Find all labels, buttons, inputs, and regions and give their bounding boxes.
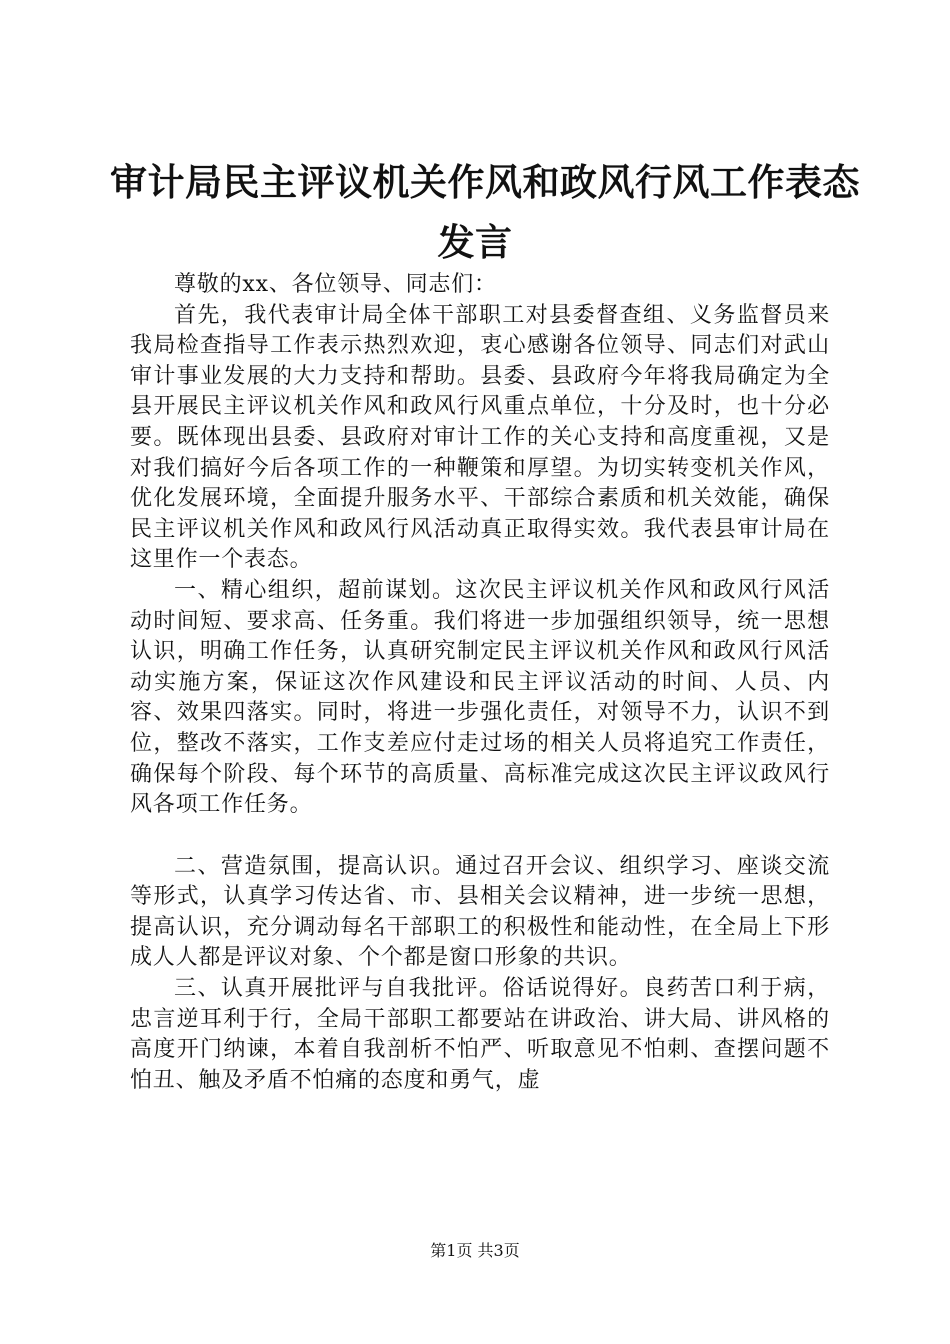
point-three-paragraph: 三、认真开展批评与自我批评。俗话说得好。良药苦口利于病，忠言逆耳利于行，全局干部职工都要站在讲政治、讲大局、讲风格的高度开门纳谏，本着自我剖析不怕严、听取意见不怕刺、查摆问题不怕丑、触及矛盾不怕痛的态度和勇气，虚 <box>130 976 830 1093</box>
intro-paragraph: 首先，我代表审计局全体干部职工对县委督查组、义务监督员来我局检查指导工作表示热烈欢迎，衷心感谢各位领导、同志们对武山审计事业发展的大力支持和帮助。县委、县政府今年将我局确定为全县开展民主评议机关作风和政风行风重点单位，十分及时，也十分必要。既体现出县委、县政府对审计工作的关心支持和高度重视，又是对我们搞好今后各项工作的一种鞭策和厚望。为切实转变机关作风，优化发展环境，全面提升服务水平、干部综合素质和机关效能，确保民主评议机关作风和政风行风活动真正取得实效。我代表县审计局在这里作一个表态。 <box>130 302 830 573</box>
point-two-paragraph: 二、营造氛围，提高认识。通过召开会议、组织学习、座谈交流等形式，认真学习传达省、市、县相关会议精神，进一步统一思想，提高认识，充分调动每名干部职工的积极性和能动性，在全局上下形成人人都是评议对象、个个都是窗口形象的共识。 <box>130 853 830 971</box>
point-one-paragraph: 一、精心组织，超前谋划。这次民主评议机关作风和政风行风活动时间短、要求高、任务重。我们将进一步加强组织领导，统一思想认识，明确工作任务，认真研究制定民主评议机关作风和政风行风活动实施方案，保证这次作风建设和民主评议活动的时间、人员、内容、效果四落实。同时，将进一步强化责任，对领导不力，认识不到位，整改不落实，工作支差应付走过场的相关人员将追究工作责任，确保每个阶段、每个环节的高质量、高标准完成这次民主评议政风行风各项工作任务。 <box>130 577 830 818</box>
document-title-line-2: 发言 <box>437 220 513 264</box>
document-body <box>130 270 830 1096</box>
salutation-paragraph: 尊敬的xx、各位领导、同志们： <box>174 272 497 297</box>
page-number-footer: 第1页 共3页 <box>430 1241 520 1260</box>
document-title-line-1: 审计局民主评议机关作风和政风行风工作表态 <box>110 160 860 204</box>
